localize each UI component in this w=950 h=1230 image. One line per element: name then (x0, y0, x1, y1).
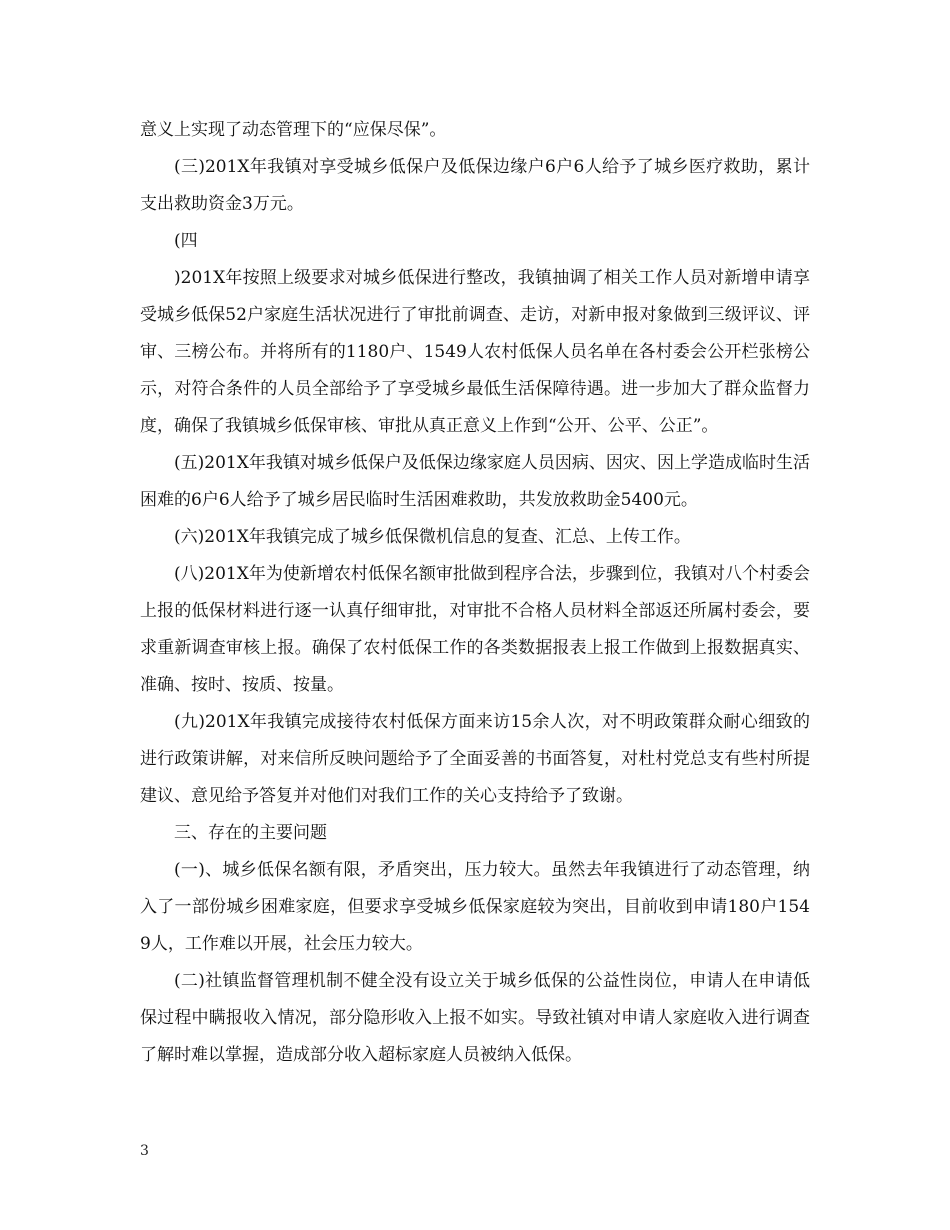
page-number: 3 (140, 1143, 149, 1159)
paragraph-3: (四 (174, 231, 198, 251)
paragraph-7: (八)201X年为使新增农村低保名额审批做到程序合法，步骤到位，我镇对八个村委会上报的低保材料进行逐一认真仔细审批，对审批不合格人员材料全部返还所属村委会，要求重新调查审核上报。确保了农村低保工作的各类数据报表上报工作做到上报数据真实、准确、按时、按质、按量。 (140, 564, 810, 695)
paragraph-4: )201X年按照上级要求对城乡低保进行整改，我镇抽调了相关工作人员对新增申请享受城乡低保52户家庭生活状况进行了审批前调查、走访，对新申报对象做到三级评议、评审、三榜公布。并将所有的1180户、1549人农村低保人员名单在各村委会公开栏张榜公示，对符合条件的人员全部给予了享受城乡最低生活保障待遇。进一步加大了群众监督力度，确保了我镇城乡低保审核、审批从真正意义上作到“公开、公平、公正”。 (140, 268, 810, 436)
section-heading: 三、存在的主要问题 (174, 823, 327, 843)
document-body (140, 112, 810, 1074)
paragraph-1: 意义上实现了动态管理下的“应保尽保”。 (140, 120, 447, 140)
paragraph-5: (五)201X年我镇对城乡低保户及低保边缘家庭人员因病、因灾、因上学造成临时生活困难的6户6人给予了城乡居民临时生活困难救助，共发放救助金5400元。 (140, 453, 810, 510)
paragraph-8: (九)201X年我镇完成接待农村低保方面来访15余人次，对不明政策群众耐心细致的进行政策讲解，对来信所反映问题给予了全面妥善的书面答复，对杜村党总支有些村所提建议、意见给予答复并对他们对我们工作的关心支持给予了致谢。 (140, 712, 810, 806)
paragraph-2: (三)201X年我镇对享受城乡低保户及低保边缘户6户6人给予了城乡医疗救助，累计支出救助资金3万元。 (140, 157, 810, 214)
paragraph-11: (二)社镇监督管理机制不健全没有设立关于城乡低保的公益性岗位，申请人在申请低保过程中瞒报收入情况，部分隐形收入上报不如实。导致社镇对申请人家庭收入进行调查了解时难以掌握，造成部分收入超标家庭人员被纳入低保。 (140, 971, 810, 1065)
paragraph-6: (六)201X年我镇完成了城乡低保微机信息的复查、汇总、上传工作。 (174, 527, 691, 547)
paragraph-10: (一)、城乡低保名额有限，矛盾突出，压力较大。虽然去年我镇进行了动态管理，纳入了一部份城乡困难家庭，但要求享受城乡低保家庭较为突出，目前收到申请180户1549人，工作难以开展，社会压力较大。 (140, 860, 810, 954)
